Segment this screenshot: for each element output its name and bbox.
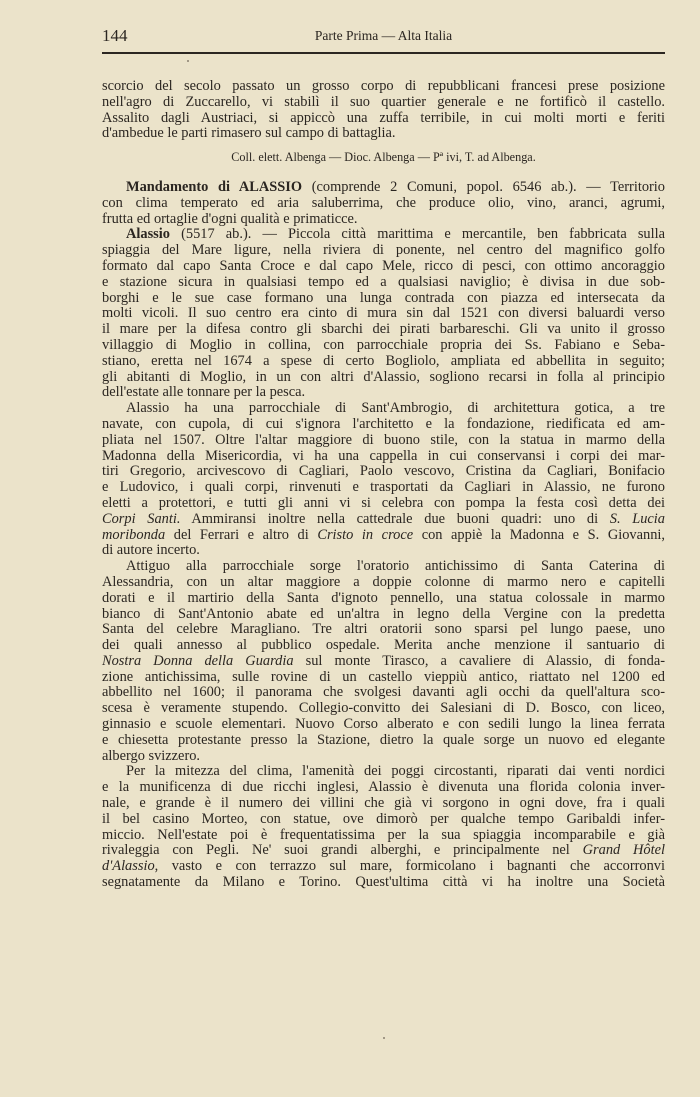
text-segment: con clima temperato ed aria saluberrima, che produce olio, vino, aranci, agrumi, [102, 194, 665, 211]
text-segment: e chiesetta protestante presso la Stazione, dietro la quale sorge un nuovo ed elegante [102, 731, 665, 748]
text-line [102, 196, 665, 212]
text-segment: scesa è veramente stupendo. Collegio-convitto dei Salesiani di D. Bosco, con liceo, [102, 700, 665, 717]
text-line [102, 749, 665, 765]
text-line [102, 843, 665, 859]
text-segment: abbellito nel 1600; il panorama che svolgesi davanti agli occhi da quell'altura sco- [102, 684, 665, 701]
text-segment: e la munificenza di due ricchi inglesi, Alassio è divenuta una florida colonia inver- [102, 779, 665, 796]
text-line [102, 111, 665, 127]
text-line [102, 796, 665, 812]
bold-text: Alassio [126, 226, 170, 243]
italic-text: d'Alassio [102, 858, 155, 875]
text-segment: del Ferrari e altro di [165, 526, 318, 543]
text-segment: il mare per la difesa contro gli sbarchi dei pirati barbareschi. Gli va unito il grosso [102, 321, 665, 338]
text-segment: e Ludovico, i quali corpi, rinvenuti e trasportati da Cagliari in Alassio, ne furono [102, 479, 665, 496]
italic-text: moribonda [102, 526, 166, 543]
text-line [102, 859, 665, 875]
text-segment: Alassio ha una parrocchiale di Sant'Ambrogio, di architettura gotica, a tre [126, 400, 665, 417]
text-line [102, 275, 665, 291]
text-segment: di autore incerto. [102, 542, 200, 559]
text-line [102, 79, 665, 95]
italic-text: Corpi Santi. [102, 510, 181, 527]
text-segment: molti vicoli. Il suo centro era cinto di mura sin dal 1521 con diversi baluardi verso [102, 305, 665, 322]
text-line [102, 126, 665, 142]
text-segment: , vasto e con terrazzo sul mare, formicolano i bagnanti che accorronvi [154, 858, 665, 875]
text-line [102, 543, 665, 559]
text-segment: rivaleggia con Pegli. Ne' suoi grandi alberghi, e principalmente nel [102, 842, 583, 859]
text-segment: borghi e le sue case formano una lunga contrada con piazza ed intersecata da [102, 289, 665, 306]
text-segment: d'ambedue le parti rimasero sul campo di battaglia. [102, 125, 396, 142]
paragraph [102, 180, 665, 227]
text-segment: Madonna della Misericordia, vi ha una cappella in cui conservansi i corpi dei mar- [102, 447, 665, 464]
text-line [102, 449, 665, 465]
text-line [102, 354, 665, 370]
text-segment: spiaggia del Mare ligure, nella riviera di ponente, nel centro del magnifico golfo [102, 242, 665, 259]
text-segment: ginnasio e scuole elementari. Nuovo Corso alberato e con sedili lungo la linea ferrata [102, 716, 665, 733]
page-body [102, 79, 665, 891]
text-segment: con appiè la Madonna e S. Giovanni, [413, 526, 665, 543]
text-line [102, 370, 665, 386]
italic-text: Grand Hôtel [582, 842, 665, 859]
text-segment: zione antichissima, sulle rovine di un castello vieppiù antico, riattato nel 1200 ed [102, 668, 665, 685]
text-line [102, 638, 665, 654]
paragraph [102, 401, 665, 559]
text-line [102, 385, 665, 401]
text-line [102, 764, 665, 780]
text-segment: formato dal capo Santa Croce e dal capo Mele, ricco di pesci, con ottimo ancoraggio [102, 257, 665, 274]
text-line [102, 95, 665, 111]
text-line [102, 512, 665, 528]
text-segment: dei quali annesso al pubblico ospedale. Merita anche menzione il santuario di [102, 637, 665, 654]
text-segment: tiri Gregorio, arcivescovo di Cagliari, Paolo vescovo, Cristina da Cagliari, Bonifacio [102, 463, 665, 480]
text-segment: sul monte Tirasco, a cavaliere di Alassio, di fonda- [293, 652, 665, 669]
text-segment: (comprende 2 Comuni, popol. 6546 ab.). — Territorio [302, 178, 666, 195]
text-segment: nale, e grande è il numero dei villini che già vi sorgono in ogni dove, fra i quali [102, 795, 665, 812]
text-line [102, 622, 665, 638]
text-line [102, 259, 665, 275]
text-segment: Attiguo alla parrocchiale sorge l'oratorio antichissimo di Santa Caterina di [126, 558, 665, 575]
paragraph [102, 559, 665, 764]
text-line [102, 464, 665, 480]
text-line [102, 496, 665, 512]
text-line [102, 401, 665, 417]
text-segment: Assalito dagli Austriaci, si appiccò una zuffa terribile, in cui molti morti e feriti [102, 109, 665, 126]
text-line [102, 417, 665, 433]
paragraph [102, 79, 665, 142]
electoral-note: Coll. elett. Albenga — Dioc. Albenga — Pª ivi, T. ad Albenga. [231, 150, 536, 165]
text-line [102, 306, 665, 322]
text-segment: gli abitanti di Moglio, in un con altri d'Alassio, sogliono recarsi in folla al principio [102, 368, 665, 385]
running-title: Parte Prima — Alta Italia [314, 28, 453, 43]
text-segment: albergo svizzero. [102, 747, 201, 764]
italic-text: S. Lucia [609, 510, 666, 527]
text-line [102, 227, 665, 243]
text-line [102, 828, 665, 844]
text-segment: frutta ed ortaglie d'ogni qualità e primaticce. [102, 210, 358, 227]
text-segment: Per la mitezza del clima, l'amenità dei poggi circostanti, riparati dai venti nordici [126, 763, 665, 780]
text-segment: Ammiransi inoltre nella cattedrale due buoni quadri: uno di [180, 510, 610, 527]
text-segment: miccio. Nell'estate poi è frequentatissima per la sua spiaggia incomparabile e già [102, 826, 665, 843]
text-segment: segnatamente da Milano e Torino. Quest'ultima città vi ha inoltre una Società [102, 874, 665, 891]
page-number: 144 [102, 26, 128, 45]
text-line [102, 528, 665, 544]
text-segment: eletti a protettori, e tutti gli anni vi si celebra con pompa la festa così detta dei [102, 494, 665, 511]
bold-text: Mandamento di ALASSIO [126, 178, 303, 195]
paragraph [102, 764, 665, 890]
text-segment: e stazione sicura in qualsiasi tempo ed a qualsiasi naviglio; è divisa in due sob- [102, 273, 665, 290]
text-line [102, 480, 665, 496]
text-line [102, 685, 665, 701]
text-segment: bianco di Sant'Antonio abate ed un'altra in legno della Vergine con la predetta [102, 605, 665, 622]
scan-speck [187, 60, 189, 62]
paragraph [102, 227, 665, 401]
text-line [102, 575, 665, 591]
text-line [102, 875, 665, 891]
text-line [102, 670, 665, 686]
text-line [102, 291, 665, 307]
text-line [102, 717, 665, 733]
text-segment: pliata nel 1507. Oltre l'altar maggiore di buono stile, con la statua in marmo della [102, 431, 665, 448]
text-line [102, 701, 665, 717]
text-line [102, 180, 665, 196]
text-line [102, 780, 665, 796]
text-line [102, 733, 665, 749]
text-line [102, 607, 665, 623]
text-segment: nell'agro di Zuccarello, vi stabilì il suo quartier generale e ne fortificò il castello. [102, 93, 665, 110]
text-segment: dell'estate alle tonnare per la pesca. [102, 384, 306, 401]
text-segment: Alessandria, con un altar maggiore a doppie colonne di marmo nero e capitelli [102, 573, 665, 590]
italic-text: Cristo in croce [317, 526, 414, 543]
text-line [102, 812, 665, 828]
header-rule [102, 52, 665, 54]
text-line [102, 433, 665, 449]
text-segment: il bel casino Morteo, con statue, ove dimorò per qualche tempo Garibaldi infer- [102, 810, 665, 827]
text-line [102, 243, 665, 259]
text-segment: Santa del celebre Maragliano. Tre altri oratorii sono sparsi pel lungo paese, uno [102, 621, 665, 638]
text-line [102, 338, 665, 354]
italic-text: Nostra Donna della Guardia [102, 652, 294, 669]
text-line [102, 322, 665, 338]
text-segment: dorati e il martirio della Santa d'ignoto pennello, una statua colossale in marmo [102, 589, 665, 606]
scan-speck [383, 1037, 385, 1039]
text-line [102, 654, 665, 670]
text-segment: scorcio del secolo passato un grosso corpo di repubblicani francesi prese posizione [102, 78, 665, 94]
text-segment: villaggio di Moglio in collina, con parrocchiale propria dei Ss. Fabiano e Seba- [102, 336, 665, 353]
text-segment: navate, con cupola, di cui s'ignora l'architetto e la fondazione, riedificata ed am- [102, 415, 665, 432]
text-line [102, 591, 665, 607]
text-line [102, 559, 665, 575]
text-segment: (5517 ab.). — Piccola città marittima e mercantile, ben fabbricata sulla [169, 226, 665, 243]
text-line [102, 212, 665, 228]
text-segment: stiano, eretta nel 1674 a spese di certo Bogliolo, ampliata ed abbellita in seguito; [102, 352, 665, 369]
